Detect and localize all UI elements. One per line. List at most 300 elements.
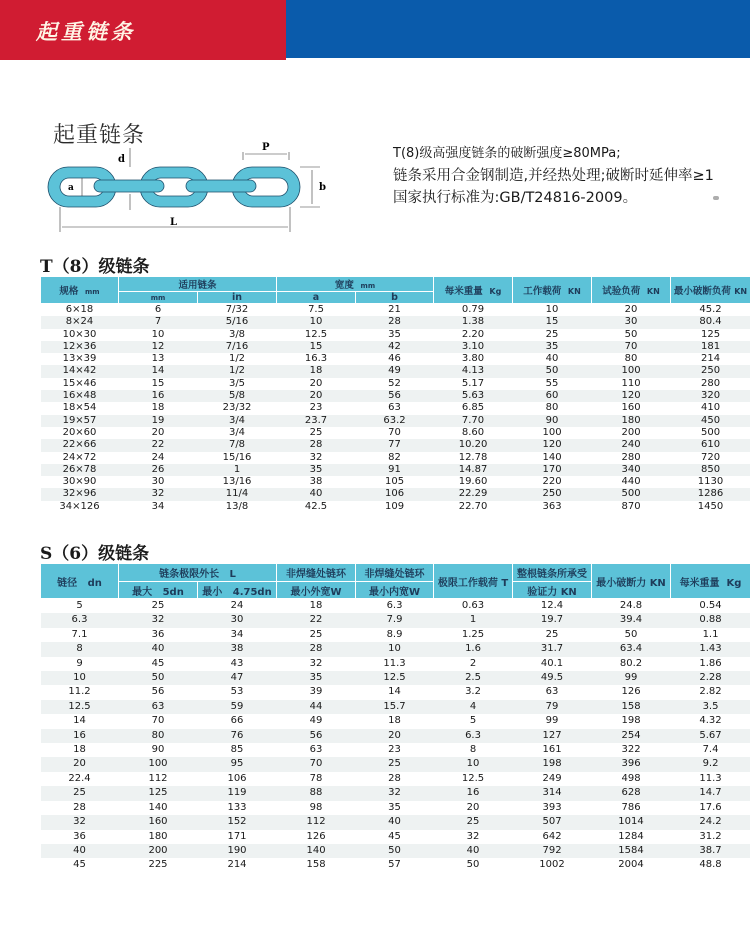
table-cell: 8 [469, 744, 477, 756]
table-cell: 32 [309, 657, 323, 669]
table-cell: 3/8 [228, 328, 246, 340]
table-cell: 180 [592, 415, 671, 427]
table-cell: 50 [624, 328, 638, 340]
table-cell: 786 [621, 801, 641, 813]
table-cell: 140 [542, 451, 562, 463]
table-cell: 12.5 [356, 671, 434, 685]
table-cell: 220 [542, 476, 562, 488]
table-cell: 32×96 [41, 488, 119, 500]
table-cell: 20 [356, 729, 434, 743]
table-cell: 160 [621, 402, 641, 414]
table-cell: 40 [545, 353, 559, 365]
table-cell: 7.5 [308, 304, 324, 315]
table-cell: 35 [513, 341, 592, 353]
s6-headers-dn: 链径 [57, 577, 78, 589]
table-cell: 63 [545, 686, 559, 698]
table-cell: 4 [434, 700, 513, 714]
table-cell: 10 [151, 328, 165, 340]
table-cell: 198 [621, 715, 641, 727]
t8-table-title: T（8）级链条 [40, 257, 150, 277]
table-cell: 34×126 [59, 500, 100, 512]
th-dn [41, 564, 119, 599]
table-cell: 181 [671, 341, 750, 353]
table-cell: 214 [227, 859, 247, 871]
table-cell: 126 [621, 686, 641, 698]
table-cell: 3.80 [461, 353, 485, 365]
table-cell: 5.63 [434, 390, 513, 402]
table-cell: 9 [76, 657, 83, 669]
t8-headers-weight: 每米重量 [444, 286, 483, 297]
table-cell: 38.7 [671, 844, 750, 858]
table-cell: 80 [119, 729, 198, 743]
th-weight [671, 564, 750, 599]
table-cell: 77 [356, 439, 434, 451]
table-cell: 35 [388, 801, 401, 813]
table-cell: 34 [230, 628, 244, 640]
table-cell: 7/32 [225, 304, 249, 315]
table-cell: 22.70 [458, 500, 488, 512]
table-row [41, 402, 750, 414]
table-cell: 3.10 [434, 341, 513, 353]
s6-headers-min_unit: 4.75dn [232, 586, 272, 598]
table-row [41, 613, 750, 627]
t8-headers-weight_unit: Kg [489, 287, 502, 296]
table-cell: 21 [388, 304, 401, 315]
table-cell: 1130 [697, 476, 724, 488]
s6-headers-break_unit: KN [649, 577, 666, 589]
t8-headers-spec: 规格 [59, 286, 79, 297]
table-cell: 322 [621, 744, 641, 756]
th-max [119, 582, 198, 599]
table-cell: 25 [41, 786, 119, 800]
th-spec [41, 277, 119, 304]
table-cell: 24 [230, 600, 244, 611]
table-cell: 16.3 [304, 353, 328, 365]
table-cell: 500 [592, 488, 671, 500]
table-cell: 20 [624, 304, 638, 315]
table-cell: 42.5 [304, 500, 328, 512]
table-cell: 49.5 [513, 671, 592, 685]
table-cell: 13/16 [222, 476, 252, 488]
table-cell: 20×60 [62, 426, 97, 438]
table-cell: 46 [388, 353, 401, 365]
table-cell: 152 [198, 815, 277, 829]
table-cell: 125 [119, 786, 198, 800]
table-row [41, 599, 750, 614]
table-cell: 2004 [618, 859, 644, 871]
table-cell: 6.85 [461, 402, 485, 414]
table-cell: 140 [277, 844, 356, 858]
s6-headers-limit_load: 极限工作载荷 [437, 577, 498, 589]
table-cell: 1.6 [434, 642, 513, 656]
table-cell: 17.6 [699, 801, 722, 813]
table-cell: 15.7 [356, 700, 434, 714]
table-cell: 250 [513, 488, 592, 500]
table-cell: 50 [119, 671, 198, 685]
table-cell: 12.4 [540, 600, 564, 611]
table-cell: 106 [356, 488, 434, 500]
table-cell: 1.25 [461, 628, 485, 640]
table-cell: 0.79 [461, 304, 485, 315]
table-cell: 7.70 [434, 415, 513, 427]
table-cell: 7.4 [702, 744, 719, 756]
table-cell: 720 [700, 451, 721, 463]
table-cell: 5/8 [198, 390, 277, 402]
table-cell: 40 [434, 844, 513, 858]
print-speck [713, 196, 719, 200]
table-cell: 36 [151, 628, 165, 640]
th-break-force [592, 564, 671, 599]
table-cell: 363 [542, 500, 562, 512]
table-cell: 13/8 [225, 500, 249, 512]
table-row [41, 714, 750, 728]
table-cell: 24×72 [62, 451, 97, 463]
table-cell: 6.3 [434, 729, 513, 743]
table-cell: 10×30 [62, 328, 97, 340]
table-cell: 7/8 [198, 439, 277, 451]
table-cell: 25 [545, 628, 559, 640]
table-cell: 106 [227, 772, 247, 784]
table-cell: 34 [151, 500, 165, 512]
table-cell: 2 [469, 657, 477, 669]
table-cell: 3/4 [228, 426, 246, 438]
table-cell: 249 [542, 772, 562, 784]
table-row [41, 729, 750, 743]
description-line-3: 国家执行标准为:GB/T24816-2009。 [393, 190, 638, 206]
table-cell: 45 [73, 859, 86, 871]
table-cell: 16 [41, 729, 119, 743]
table-cell: 56 [356, 390, 434, 402]
table-cell: 50 [624, 628, 638, 640]
chain-links-icon [48, 167, 300, 207]
table-cell: 19 [119, 415, 198, 427]
table-cell: 70 [388, 426, 401, 438]
table-row [41, 464, 750, 476]
table-cell: 20 [41, 757, 119, 771]
table-cell: 12 [119, 341, 198, 353]
th-width-a: a [277, 292, 356, 304]
table-cell: 440 [621, 476, 641, 488]
s6-spec-table [40, 563, 750, 873]
table-cell: 56 [151, 686, 165, 698]
table-cell: 280 [700, 377, 721, 389]
table-cell: 14 [119, 365, 198, 377]
table-cell: 1286 [671, 488, 750, 500]
table-row [41, 316, 750, 328]
th-chain: 适用链条 [119, 277, 277, 292]
table-cell: 10 [356, 642, 434, 656]
table-cell: 30 [592, 316, 671, 328]
table-cell: 11.3 [383, 657, 406, 669]
table-cell: 1/2 [198, 365, 277, 377]
table-cell: 2.82 [699, 686, 722, 698]
table-row [41, 642, 750, 656]
table-cell: 1/2 [228, 353, 246, 365]
table-cell: 50 [513, 365, 592, 377]
table-cell: 127 [513, 729, 592, 743]
table-cell: 158 [306, 859, 326, 871]
table-cell: 39 [309, 686, 323, 698]
table-row [41, 671, 750, 685]
table-cell: 410 [700, 402, 721, 414]
table-cell: 3/4 [198, 415, 277, 427]
table-cell: 7 [119, 316, 198, 328]
table-cell: 120 [513, 439, 592, 451]
table-row [41, 365, 750, 377]
table-cell: 20 [151, 426, 165, 438]
table-cell: 59 [198, 700, 277, 714]
table-cell: 158 [592, 700, 671, 714]
s6-headers-proof2: 验证力 [527, 586, 558, 598]
table-row [41, 685, 750, 699]
table-cell: 25 [545, 328, 559, 340]
s6-headers-limit_load_unit: T [501, 577, 509, 589]
table-cell: 8.9 [386, 628, 403, 640]
th-weight [434, 277, 513, 304]
table-cell: 792 [513, 844, 592, 858]
table-cell: 38 [198, 642, 277, 656]
table-row [41, 341, 750, 353]
table-cell: 1284 [618, 830, 644, 842]
table-cell: 32 [41, 815, 119, 829]
table-cell: 76 [198, 729, 277, 743]
table-cell: 1.43 [671, 642, 750, 656]
table-cell: 4.32 [699, 715, 722, 727]
table-cell: 56 [277, 729, 356, 743]
table-cell: 15/16 [222, 451, 252, 463]
table-cell: 63 [388, 402, 401, 414]
table-cell: 80 [624, 353, 638, 365]
s6-table-title: S（6）级链条 [40, 544, 150, 564]
table-row [41, 415, 750, 427]
table-cell: 32 [466, 830, 480, 842]
table-row [41, 452, 750, 464]
table-cell: 870 [621, 500, 641, 512]
header-banner [0, 0, 750, 60]
t8-headers-test_unit: KN [646, 287, 660, 296]
section-title: 起重链条 [53, 123, 146, 148]
table-cell: 5.17 [461, 377, 485, 389]
table-cell: 18 [309, 600, 323, 611]
table-cell: 40 [41, 844, 119, 858]
table-cell: 31.7 [513, 642, 592, 656]
table-cell: 8×24 [41, 316, 119, 328]
table-cell: 11/4 [198, 488, 277, 500]
table-cell: 26×78 [41, 464, 119, 476]
table-cell: 10 [434, 757, 513, 771]
table-cell: 28 [73, 801, 86, 813]
banner-blue-block [286, 0, 750, 58]
table-row [41, 700, 750, 714]
table-cell: 18 [277, 365, 356, 377]
table-row [41, 844, 750, 858]
table-cell: 180 [148, 830, 168, 842]
table-cell: 53 [230, 686, 244, 698]
table-cell: 79 [513, 700, 592, 714]
table-cell: 10 [277, 316, 356, 328]
table-row [41, 304, 750, 317]
table-cell: 112 [277, 815, 356, 829]
table-cell: 100 [119, 757, 198, 771]
table-cell: 280 [621, 451, 641, 463]
label-a: a [68, 183, 74, 193]
table-cell: 11.3 [699, 772, 722, 784]
table-cell: 6.3 [386, 600, 403, 611]
table-cell: 10 [41, 671, 119, 685]
table-cell: 254 [592, 729, 671, 743]
table-cell: 20 [277, 390, 356, 402]
table-cell: 23 [388, 744, 401, 756]
th-limit-length [119, 564, 277, 582]
th-width [277, 277, 434, 292]
table-cell: 6.3 [41, 613, 119, 627]
table-cell: 30 [198, 613, 277, 627]
table-cell: 200 [119, 844, 198, 858]
table-cell: 14.87 [434, 464, 513, 476]
table-cell: 60 [513, 390, 592, 402]
table-row [41, 786, 750, 800]
table-cell: 40 [277, 488, 356, 500]
t8-headers-spec_unit: mm [85, 288, 100, 296]
table-cell: 10.20 [434, 439, 513, 451]
table-cell: 109 [384, 500, 405, 512]
banner-red-block [0, 0, 286, 60]
table-cell: 314 [513, 786, 592, 800]
table-cell: 40 [119, 642, 198, 656]
table-cell: 7.1 [71, 628, 88, 640]
th-test-load [592, 277, 671, 304]
th-min [198, 582, 277, 599]
table-cell: 99 [592, 671, 671, 685]
table-cell: 63.2 [356, 415, 434, 427]
table-cell: 161 [542, 744, 562, 756]
t8-headers-width_unit: mm [360, 282, 376, 290]
label-p: P [262, 142, 270, 153]
table-cell: 12.5 [304, 328, 328, 340]
table-cell: 198 [513, 757, 592, 771]
table-cell: 82 [388, 451, 401, 463]
table-cell: 35 [277, 464, 356, 476]
table-cell: 45.2 [699, 304, 722, 315]
table-cell: 15 [513, 316, 592, 328]
s6-headers-dn_unit: dn [87, 577, 102, 589]
table-row [41, 757, 750, 771]
table-cell: 1002 [539, 859, 565, 871]
table-cell: 1 [198, 464, 277, 476]
t8-headers-work: 工作载荷 [523, 286, 562, 297]
table-cell: 91 [356, 464, 434, 476]
table-cell: 214 [700, 353, 721, 365]
table-cell: 32 [356, 786, 434, 800]
table-cell: 40 [356, 815, 434, 829]
table-cell: 250 [671, 365, 750, 377]
t8-headers-work_unit: KN [567, 287, 581, 296]
table-cell: 28 [277, 439, 356, 451]
table-cell: 14×42 [41, 365, 119, 377]
th-chain-in: in [198, 292, 277, 304]
table-cell: 98 [309, 801, 323, 813]
table-cell: 39.4 [592, 613, 671, 627]
table-cell: 2.20 [461, 328, 485, 340]
banner-title: 起重链条 [36, 19, 136, 44]
table-cell: 23 [309, 402, 323, 414]
th-width-b: b [356, 292, 434, 304]
table-cell: 63.4 [592, 642, 671, 656]
table-cell: 13×39 [62, 353, 97, 365]
s6-headers-max_unit: 5dn [162, 586, 184, 598]
table-cell: 119 [198, 786, 277, 800]
chain-diagram [40, 140, 340, 240]
table-cell: 28 [388, 772, 401, 784]
table-cell: 5 [469, 715, 477, 727]
table-cell: 42 [356, 341, 434, 353]
table-cell: 12×36 [41, 341, 119, 353]
table-cell: 35 [388, 328, 401, 340]
table-cell: 45 [151, 657, 165, 669]
th-outer-width-1: 非焊缝处链环 [277, 564, 356, 582]
th-inner-width-1: 非焊缝处链环 [356, 564, 434, 582]
table-cell: 1 [434, 613, 513, 627]
table-cell: 30×90 [62, 476, 97, 488]
table-cell: 80.4 [671, 316, 750, 328]
table-cell: 2.28 [671, 671, 750, 685]
th-proof-2 [513, 582, 592, 599]
label-d: d [118, 154, 125, 165]
table-cell: 14 [73, 715, 86, 727]
table-row [41, 329, 750, 341]
table-row [41, 628, 750, 642]
table-cell: 38 [309, 476, 323, 488]
table-cell: 18 [73, 744, 86, 756]
table-cell: 22.4 [68, 772, 91, 784]
table-cell: 2.5 [434, 671, 513, 685]
table-row [41, 772, 750, 786]
label-b: b [319, 182, 326, 193]
table-cell: 24.2 [671, 815, 750, 829]
table-cell: 31.2 [699, 830, 722, 842]
table-cell: 507 [513, 815, 592, 829]
table-cell: 10 [545, 304, 559, 315]
table-cell: 240 [592, 439, 671, 451]
table-cell: 140 [148, 801, 168, 813]
table-cell: 171 [227, 830, 247, 842]
table-cell: 15 [151, 377, 165, 389]
s6-headers-weight_unit: Kg [726, 577, 742, 589]
table-cell: 80 [545, 402, 559, 414]
table-row [41, 378, 750, 390]
label-l: L [170, 217, 178, 228]
table-cell: 642 [542, 830, 562, 842]
table-cell: 3/5 [228, 377, 246, 389]
table-cell: 14 [388, 686, 401, 698]
table-cell: 63 [119, 700, 198, 714]
table-cell: 95 [198, 757, 277, 771]
table-cell: 1584 [592, 844, 671, 858]
table-cell: 6×18 [65, 304, 94, 315]
table-cell: 78 [309, 772, 323, 784]
table-cell: 36 [73, 830, 86, 842]
table-cell: 100 [542, 426, 562, 438]
table-cell: 320 [671, 390, 750, 402]
table-cell: 25 [356, 757, 434, 771]
t8-headers-test: 试验负荷 [602, 286, 641, 297]
table-cell: 22.29 [434, 488, 513, 500]
table-cell: 50 [466, 859, 480, 871]
s6-headers-weight: 每米重量 [679, 577, 720, 589]
t8-headers-width: 宽度 [334, 280, 354, 291]
table-cell: 99 [545, 715, 559, 727]
t8-headers-break: 最小破断负荷 [673, 286, 731, 297]
